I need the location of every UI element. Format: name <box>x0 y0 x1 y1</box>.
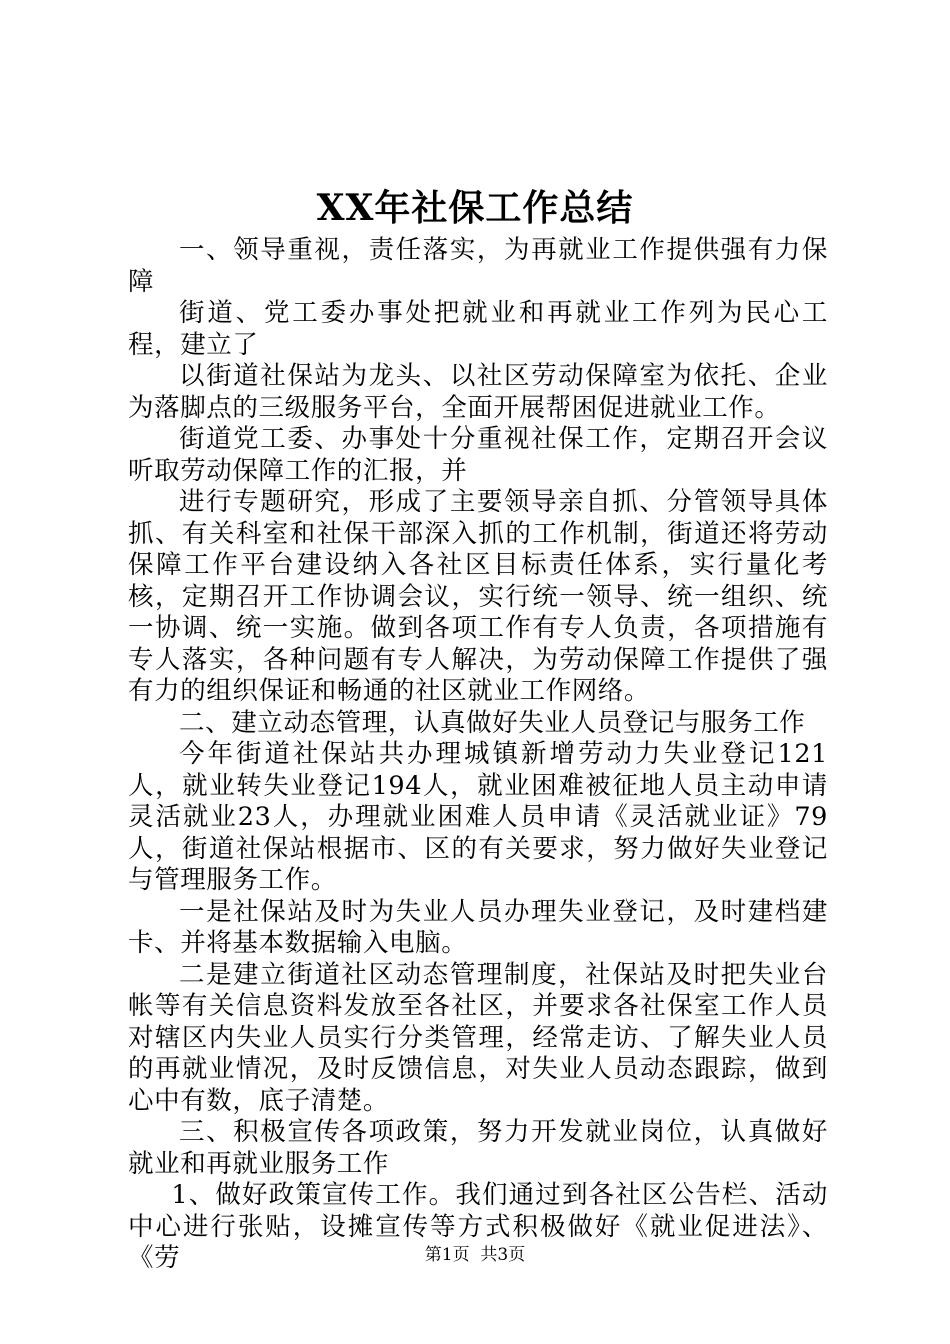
body-paragraph: 街道、党工委办事处把就业和再就业工作列为民心工程，建立了 <box>128 298 828 360</box>
body-paragraph: 一是社保站及时为失业人员办理失业登记，及时建档建卡、并将基本数据输入电脑。 <box>128 896 828 958</box>
body-paragraph: 街道党工委、办事处十分重视社保工作，定期召开会议听取劳动保障工作的汇报，并 <box>128 424 828 486</box>
body-paragraph: 进行专题研究，形成了主要领导亲自抓、分管领导具体抓、有关科室和社保干部深入抓的工作机制，街道还将劳动保障工作平台建设纳入各社区目标责任体系，实行量化考核，定期召开工作协调会议，实行统一领导、统一组织、统一协调、统一实施。做到各项工作有专人负责，各项措施有专人落实，各种问题有专人解决，为劳动保障工作提供了强有力的组织保证和畅通的社区就业工作网络。 <box>128 487 828 706</box>
section-heading-1: 一、领导重视，责任落实，为再就业工作提供强有力保障 <box>128 235 828 297</box>
document-body <box>128 235 828 1275</box>
section-heading-3: 三、积极宣传各项政策，努力开发就业岗位，认真做好就业和再就业服务工作 <box>128 1117 828 1179</box>
body-paragraph: 1、做好政策宣传工作。我们通过到各社区公告栏、活动中心进行张贴，设摊宣传等方式积极做好《就业促进法》、《劳 <box>128 1180 828 1273</box>
body-paragraph: 以街道社保站为龙头、以社区劳动保障室为依托、企业为落脚点的三级服务平台，全面开展帮困促进就业工作。 <box>128 361 828 423</box>
body-paragraph: 二是建立街道社区动态管理制度，社保站及时把失业台帐等有关信息资料发放至各社区，并要求各社保室工作人员对辖区内失业人员实行分类管理，经常走访、了解失业人员的再就业情况，及时反馈信息，对失业人员动态跟踪，做到心中有数，底子清楚。 <box>128 959 828 1116</box>
body-paragraph: 今年街道社保站共办理城镇新增劳动力失业登记121人，就业转失业登记194人，就业困难被征地人员主动申请灵活就业23人，办理就业困难人员申请《灵活就业证》79人，街道社保站根据市、区的有关要求，努力做好失业登记与管理服务工作。 <box>128 739 828 895</box>
page-footer <box>0 1244 950 1266</box>
document-title: XX年社保工作总结 <box>316 187 634 229</box>
page-total: 共3页 <box>480 1245 526 1265</box>
section-heading-2: 二、建立动态管理，认真做好失业人员登记与服务工作 <box>179 707 806 738</box>
page-number: 第1页 <box>424 1245 470 1265</box>
footer-spacer <box>470 1245 481 1265</box>
